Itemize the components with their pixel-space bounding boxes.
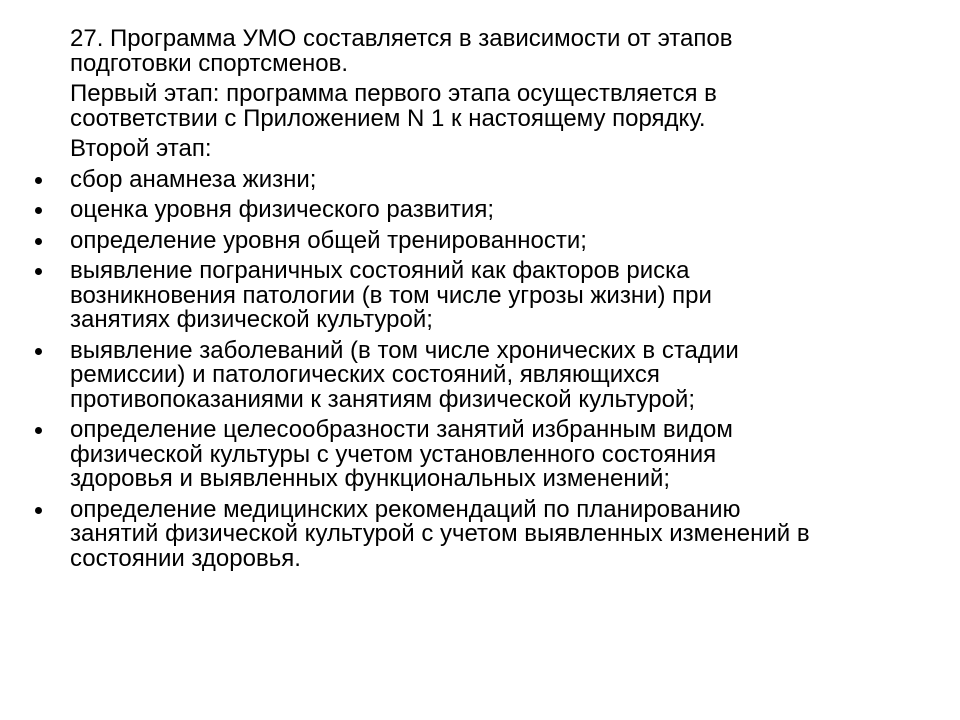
paragraph-text xyxy=(70,198,930,223)
paragraph-text xyxy=(70,82,930,131)
bullet-item xyxy=(70,198,930,223)
text-line: подготовки спортсменов. xyxy=(70,49,349,77)
paragraph-text xyxy=(70,418,930,492)
bullet-item xyxy=(70,165,930,193)
text-line: ремиссии) и патологических состояний, являющихся xyxy=(70,361,660,388)
text-line: определение целесообразности занятий избранным видом xyxy=(70,416,733,443)
text-line: оценка уровня физического развития; xyxy=(70,196,494,223)
paragraph-text xyxy=(70,259,930,333)
text-line: Первый этап: программа первого этапа осуществляется в xyxy=(70,80,717,107)
text-line: занятиях физической культурой; xyxy=(70,306,433,333)
bullet-item xyxy=(70,259,930,333)
bullet-item xyxy=(70,336,930,413)
paragraph-text xyxy=(70,336,930,413)
text-line: сбор анамнеза жизни; xyxy=(70,165,317,193)
text-paragraph xyxy=(70,137,930,162)
paragraph-text xyxy=(70,165,930,193)
text-line: выявление заболеваний (в том числе хронических в стадии xyxy=(70,336,739,364)
text-line: определение медицинских рекомендаций по планированию xyxy=(70,495,741,523)
text-line: занятий физической культурой с учетом выявленных изменений в xyxy=(70,520,810,547)
bullet-item xyxy=(70,226,930,254)
paragraph-text xyxy=(70,495,930,572)
text-line: Второй этап: xyxy=(70,135,212,162)
text-paragraph xyxy=(70,27,930,76)
text-line: выявление пограничных состояний как факторов риска xyxy=(70,257,690,284)
text-line: здоровья и выявленных функциональных изменений; xyxy=(70,465,671,492)
paragraph-text xyxy=(70,226,930,254)
slide-body xyxy=(70,27,930,577)
paragraph-text xyxy=(70,27,930,76)
paragraph-text xyxy=(70,137,930,162)
text-line: противопоказаниями к занятиям физической культурой; xyxy=(70,385,695,413)
text-paragraph xyxy=(70,82,930,131)
bullet-item xyxy=(70,495,930,572)
text-line: физической культуры с учетом установленного состояния xyxy=(70,440,717,468)
text-line: состоянии здоровья. xyxy=(70,544,301,572)
text-line: определение уровня общей тренированности; xyxy=(70,226,587,254)
text-line: 27. Программа УМО составляется в зависимости от этапов xyxy=(70,25,733,52)
bullet-item xyxy=(70,418,930,492)
text-line: возникновения патологии (в том числе угрозы жизни) при xyxy=(70,281,712,309)
text-line: соответствии с Приложением N 1 к настоящему порядку. xyxy=(70,104,706,132)
